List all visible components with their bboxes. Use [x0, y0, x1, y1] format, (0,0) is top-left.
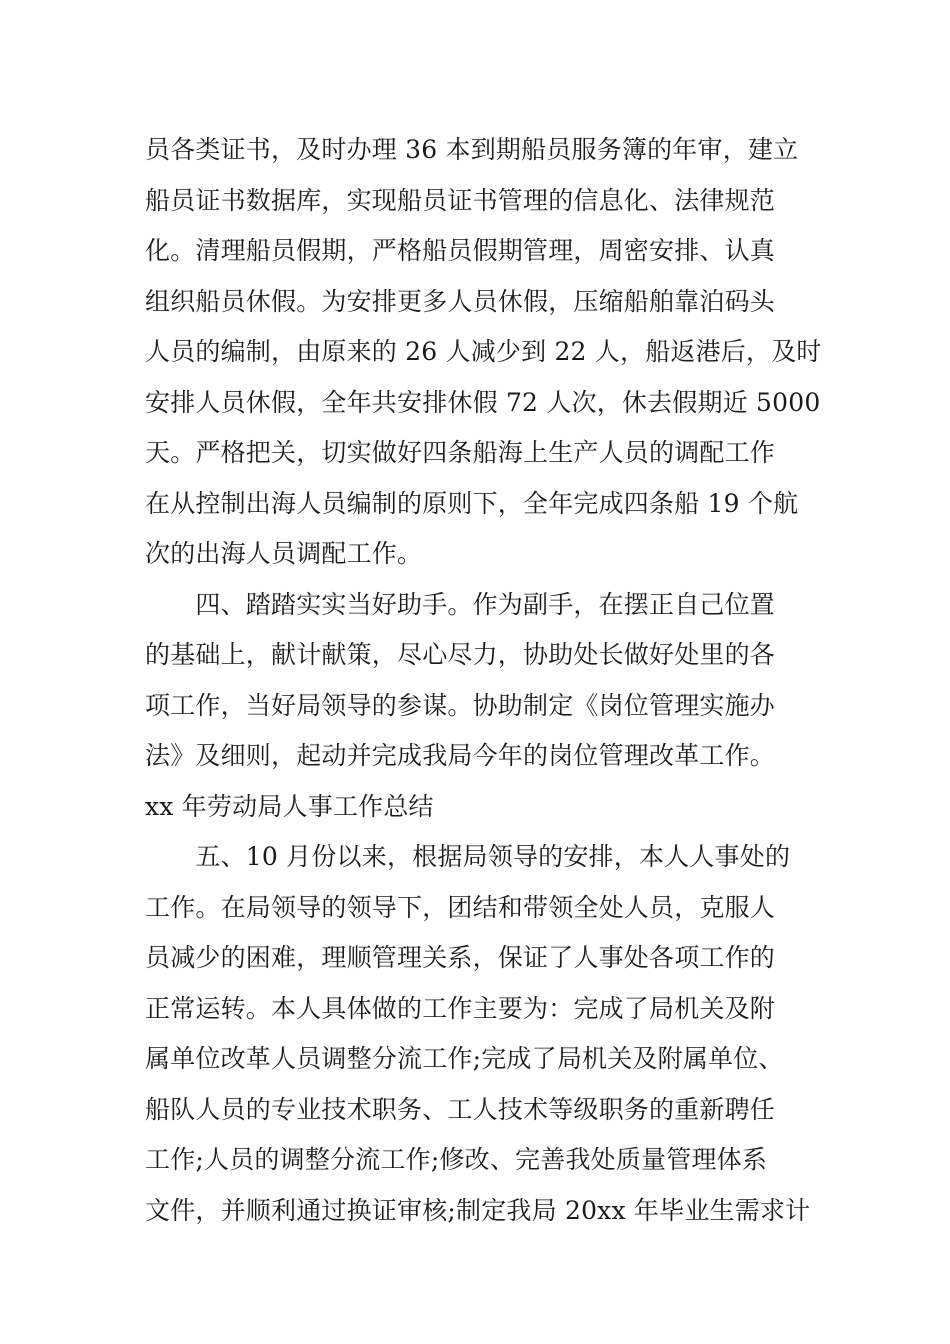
text-line: 安排人员休假，全年共安排休假 72 人次，休去假期近 5000	[145, 387, 821, 417]
text-line: 法》及细则，起动并完成我局今年的岗位管理改革工作。	[145, 741, 776, 770]
text-line: 在从控制出海人员编制的原则下，全年完成四条船 19 个航	[145, 488, 799, 518]
text-line: 化。清理船员假期，严格船员假期管理，周密安排、认真	[145, 236, 776, 265]
text-line: 组织船员休假。为安排更多人员休假，压缩船舶靠泊码头	[145, 286, 776, 316]
text-line: 船队人员的专业技术职务、工人技术等级职务的重新聘任	[145, 1094, 776, 1124]
text-line: 人员的编制，由原来的 26 人减少到 22 人，船返港后，及时	[145, 337, 822, 366]
text-line: 天。严格把关，切实做好四条船海上生产人员的调配工作	[145, 438, 776, 467]
text-line: 员各类证书，及时办理 36 本到期船员服务簿的年审，建立	[145, 135, 799, 164]
text-line: 文件，并顺利通过换证审核;制定我局 20xx 年毕业生需求计	[145, 1195, 811, 1225]
text-line: 项工作，当好局领导的参谋。协助制定《岗位管理实施办	[145, 690, 776, 720]
text-line: 工作。在局领导的领导下，团结和带领全处人员，克服人	[145, 892, 776, 922]
paragraph-five-start: 五、10 月份以来，根据局领导的安排，本人人事处的	[145, 842, 791, 871]
text-line: 工作;人员的调整分流工作;修改、完善我处质量管理体系	[145, 1145, 768, 1174]
text-line: 船员证书数据库，实现船员证书管理的信息化、法律规范	[145, 185, 776, 215]
section-title: xx 年劳动局人事工作总结	[145, 791, 434, 821]
text-line: 次的出海人员调配工作。	[145, 539, 423, 568]
text-line: 正常运转。本人具体做的工作主要为：完成了局机关及附	[145, 993, 776, 1023]
text-line: 的基础上，献计献策，尽心尽力，协助处长做好处里的各	[145, 640, 776, 669]
text-line: 属单位改革人员调整分流工作;完成了局机关及附属单位、	[145, 1044, 784, 1073]
text-line: 员减少的困难，理顺管理关系，保证了人事处各项工作的	[145, 943, 776, 972]
paragraph-four-start: 四、踏踏实实当好助手。作为副手，在摆正自己位置	[145, 589, 776, 619]
body-text	[145, 125, 825, 1236]
